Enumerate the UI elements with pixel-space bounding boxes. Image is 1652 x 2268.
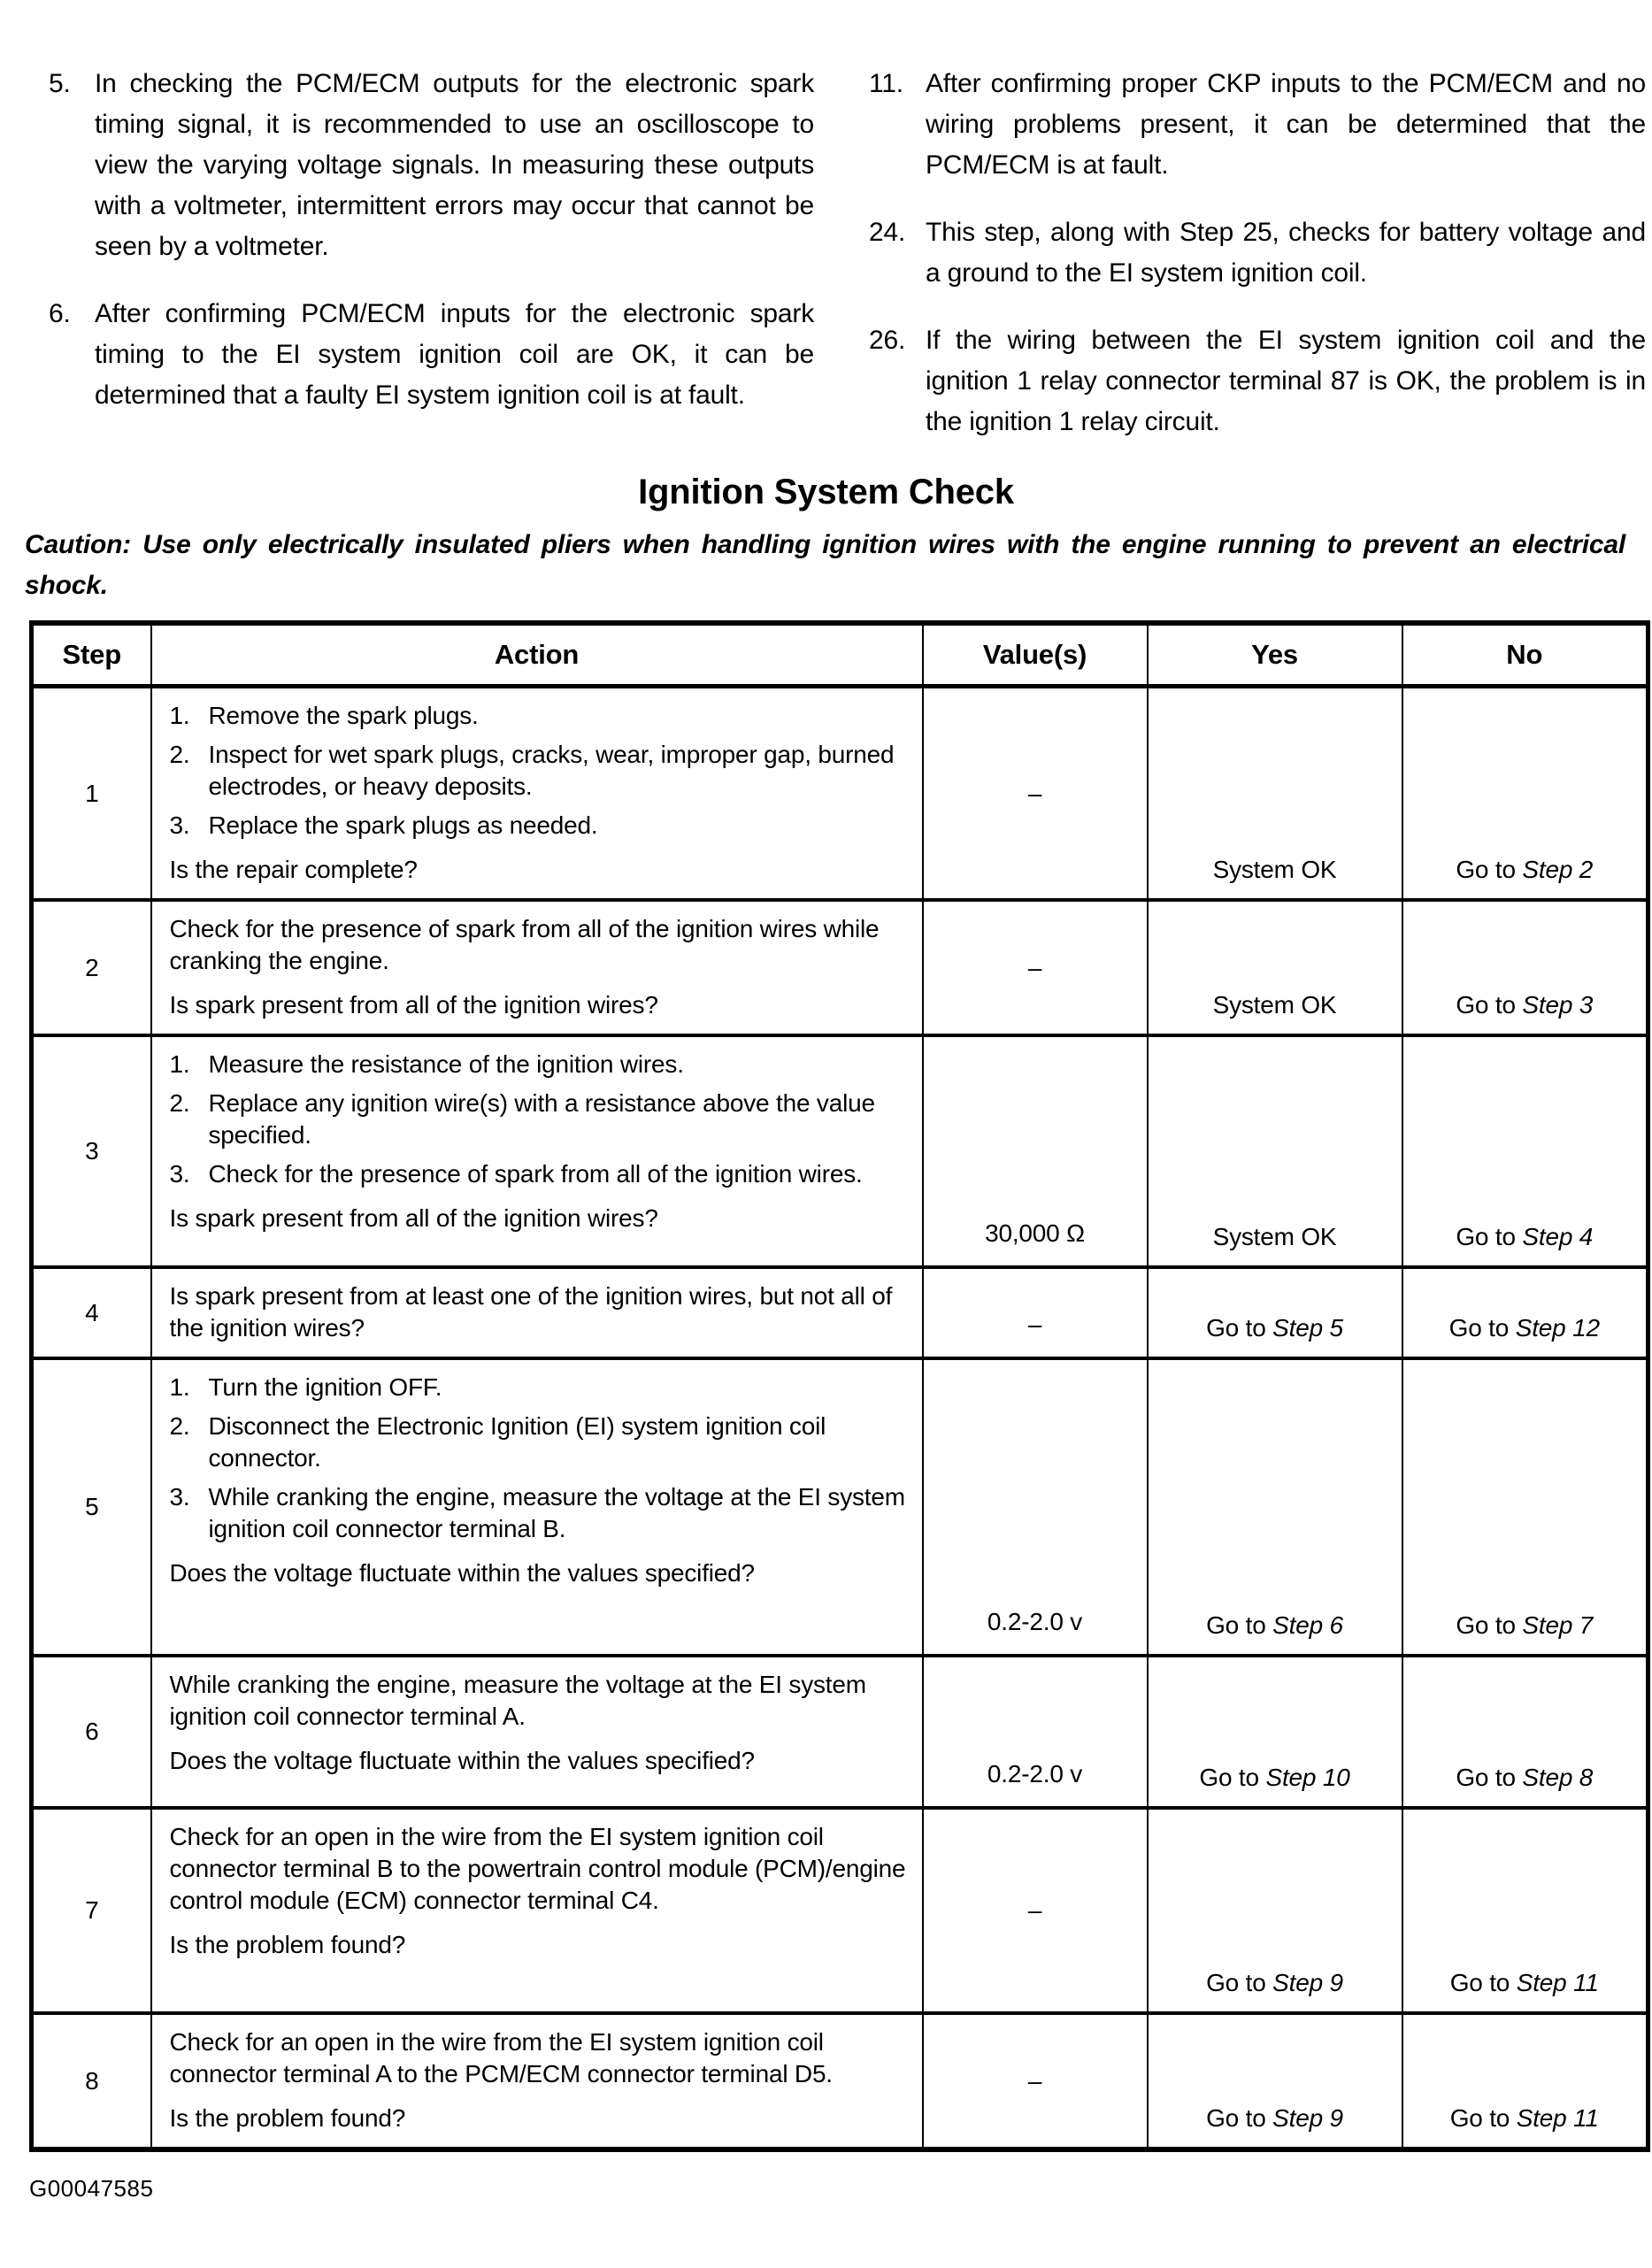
yes-cell	[1148, 1656, 1402, 1808]
action-body	[170, 1372, 906, 1545]
action-question: Is the problem found?	[169, 2104, 406, 2132]
action-cell	[151, 1035, 923, 1267]
table-row	[32, 900, 1648, 1035]
no-step-ref: Step 11	[1516, 1969, 1599, 1996]
value-cell: –	[923, 687, 1148, 901]
action-question: Does the voltage fluctuate within the values specified?	[169, 1559, 755, 1587]
no-text: Go to	[1456, 1611, 1523, 1639]
action-list-item	[170, 1158, 906, 1190]
yes-text: Go to	[1199, 1764, 1266, 1791]
yes-cell	[1148, 1358, 1402, 1656]
action-cell	[151, 2013, 923, 2149]
table-row	[32, 1358, 1648, 1656]
action-question: Is spark present from all of the ignition wires?	[169, 1204, 658, 1232]
yes-text: System OK	[1212, 991, 1337, 1019]
no-text: Go to	[1456, 1223, 1523, 1250]
no-cell	[1402, 900, 1648, 1035]
action-text: Check for the presence of spark from all of the ignition wires while cranking the engine.	[169, 915, 880, 974]
no-cell	[1402, 2013, 1648, 2149]
table-header	[32, 623, 1648, 687]
no-step-ref: Step 2	[1522, 856, 1594, 883]
no-cell	[1402, 1656, 1648, 1808]
action-item-text: While cranking the engine, measure the voltage at the EI system ignition coil connector terminal B.	[208, 1483, 905, 1542]
action-text: While cranking the engine, measure the voltage at the EI system ignition coil connector terminal A.	[169, 1671, 866, 1730]
notes-section	[0, 0, 1652, 442]
note-item-11	[869, 64, 1646, 186]
action-item-text: Inspect for wet spark plugs, cracks, wear, improper gap, burned electrodes, or heavy deposits.	[208, 741, 895, 800]
action-body	[170, 1821, 906, 1917]
action-text: Check for an open in the wire from the EI system ignition coil connector terminal A to the PCM/ECM connector terminal D5.	[169, 2028, 833, 2087]
action-question: Does the voltage fluctuate within the values specified?	[169, 1747, 755, 1774]
value-cell: 0.2-2.0 v	[923, 1656, 1148, 1808]
step-cell: 3	[32, 1035, 151, 1267]
yes-step-ref: Step 9	[1272, 1969, 1343, 1996]
action-body	[170, 1669, 906, 1733]
yes-text: Go to	[1206, 1969, 1273, 1996]
action-text: Check for an open in the wire from the EI system ignition coil connector terminal B to the powertrain control module (PCM)/engine control module (ECM) connector terminal C4.	[169, 1823, 906, 1914]
no-text: Go to	[1456, 991, 1523, 1019]
yes-text: System OK	[1212, 856, 1337, 883]
action-list-item	[170, 1088, 906, 1151]
note-text: After confirming proper CKP inputs to the PCM/ECM and no wiring problems present, it can be determined that the PCM/ECM is at fault.	[926, 69, 1646, 180]
yes-cell	[1148, 2013, 1402, 2149]
action-list-item	[170, 739, 906, 803]
note-item-24	[869, 212, 1646, 294]
note-number: 24.	[869, 218, 906, 247]
action-item-text: Measure the resistance of the ignition wires.	[208, 1050, 684, 1078]
no-text: Go to	[1449, 2104, 1517, 2132]
action-body	[170, 1049, 906, 1190]
no-cell	[1402, 1358, 1648, 1656]
table-row	[32, 687, 1648, 901]
step-cell: 1	[32, 687, 151, 901]
yes-cell	[1148, 687, 1402, 901]
action-item-number: 1.	[169, 702, 190, 729]
no-step-ref: Step 7	[1522, 1611, 1594, 1639]
action-cell	[151, 1656, 923, 1808]
value-cell: 0.2-2.0 v	[923, 1358, 1148, 1656]
value-cell: –	[923, 2013, 1148, 2149]
action-item-text: Remove the spark plugs.	[208, 702, 479, 729]
action-list-item	[170, 1372, 906, 1403]
note-number: 6.	[49, 299, 71, 328]
no-text: Go to	[1456, 1764, 1523, 1791]
notes-left-column	[49, 64, 814, 442]
yes-step-ref: Step 9	[1272, 2104, 1343, 2132]
note-number: 11.	[869, 69, 903, 98]
note-number: 26.	[869, 326, 906, 355]
action-question: Is spark present from all of the ignition wires?	[169, 991, 658, 1019]
header-action: Action	[151, 623, 923, 687]
action-body	[170, 913, 906, 977]
action-cell	[151, 1808, 923, 2013]
no-step-ref: Step 8	[1522, 1764, 1594, 1791]
note-text: In checking the PCM/ECM outputs for the electronic spark timing signal, it is recommended to use an oscilloscope to view the varying voltage signals. In measuring these outputs with a voltmeter, intermittent errors may occur that cannot be seen by a voltmeter.	[95, 69, 814, 261]
note-item-6	[49, 294, 814, 416]
no-step-ref: Step 11	[1516, 2104, 1599, 2132]
page-title: Ignition System Check	[638, 473, 1014, 511]
value-cell: 30,000 Ω	[923, 1035, 1148, 1267]
action-cell	[151, 687, 923, 901]
action-item-text: Check for the presence of spark from all of the ignition wires.	[208, 1160, 863, 1188]
no-cell	[1402, 687, 1648, 901]
table-row	[32, 1035, 1648, 1267]
no-text: Go to	[1449, 1969, 1517, 1996]
action-item-number: 1.	[169, 1050, 190, 1078]
step-cell: 6	[32, 1656, 151, 1808]
step-cell: 7	[32, 1808, 151, 2013]
yes-cell	[1148, 1267, 1402, 1358]
action-list-item	[170, 1049, 906, 1080]
caution-note: Caution: Use only electrically insulated pliers when handling ignition wires with the engine running to prevent an electrical shock.	[25, 530, 1625, 600]
header-values: Value(s)	[923, 623, 1148, 687]
value-cell: –	[923, 1808, 1148, 2013]
no-text: Go to	[1456, 856, 1523, 883]
action-question: Is the repair complete?	[169, 856, 418, 883]
yes-cell	[1148, 1808, 1402, 2013]
note-item-26	[869, 320, 1646, 442]
table-row	[32, 1267, 1648, 1358]
yes-text: System OK	[1212, 1223, 1337, 1250]
note-text: This step, along with Step 25, checks for battery voltage and a ground to the EI system ignition coil.	[926, 218, 1646, 288]
action-body	[170, 700, 906, 842]
table-row	[32, 2013, 1648, 2149]
action-list-item	[170, 700, 906, 732]
action-list-item	[170, 1411, 906, 1474]
action-item-number: 2.	[169, 741, 190, 768]
header-yes: Yes	[1148, 623, 1402, 687]
no-cell	[1402, 1035, 1648, 1267]
action-item-text: Turn the ignition OFF.	[208, 1373, 442, 1401]
no-cell	[1402, 1267, 1648, 1358]
action-question: Is spark present from at least one of the ignition wires, but not all of the ignition wires?	[169, 1282, 893, 1342]
step-cell: 8	[32, 2013, 151, 2149]
note-text: After confirming PCM/ECM inputs for the electronic spark timing to the EI system ignition coil are OK, it can be determined that a faulty EI system ignition coil is at fault.	[95, 299, 814, 410]
no-text: Go to	[1448, 1314, 1516, 1342]
action-item-text: Replace any ignition wire(s) with a resistance above the value specified.	[208, 1089, 875, 1149]
table-body	[32, 687, 1648, 2150]
no-step-ref: Step 3	[1522, 991, 1594, 1019]
yes-step-ref: Step 6	[1272, 1611, 1343, 1639]
no-step-ref: Step 4	[1522, 1223, 1594, 1250]
table-row	[32, 1808, 1648, 2013]
note-text: If the wiring between the EI system ignition coil and the ignition 1 relay connector terminal 87 is OK, the problem is in the ignition 1 relay circuit.	[926, 326, 1646, 436]
header-step: Step	[32, 623, 151, 687]
action-item-text: Disconnect the Electronic Ignition (EI) system ignition coil connector.	[208, 1412, 826, 1472]
note-number: 5.	[49, 69, 71, 98]
yes-text: Go to	[1206, 1314, 1273, 1342]
action-item-text: Replace the spark plugs as needed.	[208, 811, 598, 839]
no-cell	[1402, 1808, 1648, 2013]
yes-step-ref: Step 10	[1265, 1764, 1350, 1791]
yes-cell	[1148, 900, 1402, 1035]
value-cell: –	[923, 900, 1148, 1035]
step-cell: 2	[32, 900, 151, 1035]
header-no: No	[1402, 623, 1648, 687]
notes-right-column	[869, 64, 1646, 442]
action-list-item	[170, 810, 906, 842]
note-item-5	[49, 64, 814, 267]
action-item-number: 1.	[169, 1373, 190, 1401]
action-item-number: 3.	[169, 811, 190, 839]
action-item-number: 3.	[169, 1483, 190, 1511]
action-body	[170, 2026, 906, 2090]
yes-cell	[1148, 1035, 1402, 1267]
action-cell	[151, 900, 923, 1035]
step-cell: 5	[32, 1358, 151, 1656]
step-cell: 4	[32, 1267, 151, 1358]
yes-step-ref: Step 5	[1272, 1314, 1343, 1342]
figure-id: G00047585	[29, 2175, 154, 2202]
action-item-number: 2.	[169, 1412, 190, 1440]
action-item-number: 2.	[169, 1089, 190, 1117]
action-item-number: 3.	[169, 1160, 190, 1188]
no-step-ref: Step 12	[1515, 1314, 1600, 1342]
action-question: Is the problem found?	[169, 1931, 406, 1958]
value-cell: –	[923, 1267, 1148, 1358]
ignition-system-check-table	[29, 620, 1650, 2152]
yes-text: Go to	[1206, 1611, 1273, 1639]
yes-text: Go to	[1206, 2104, 1273, 2132]
action-cell	[151, 1358, 923, 1656]
table-row	[32, 1656, 1648, 1808]
action-cell	[151, 1267, 923, 1358]
action-list-item	[170, 1481, 906, 1545]
